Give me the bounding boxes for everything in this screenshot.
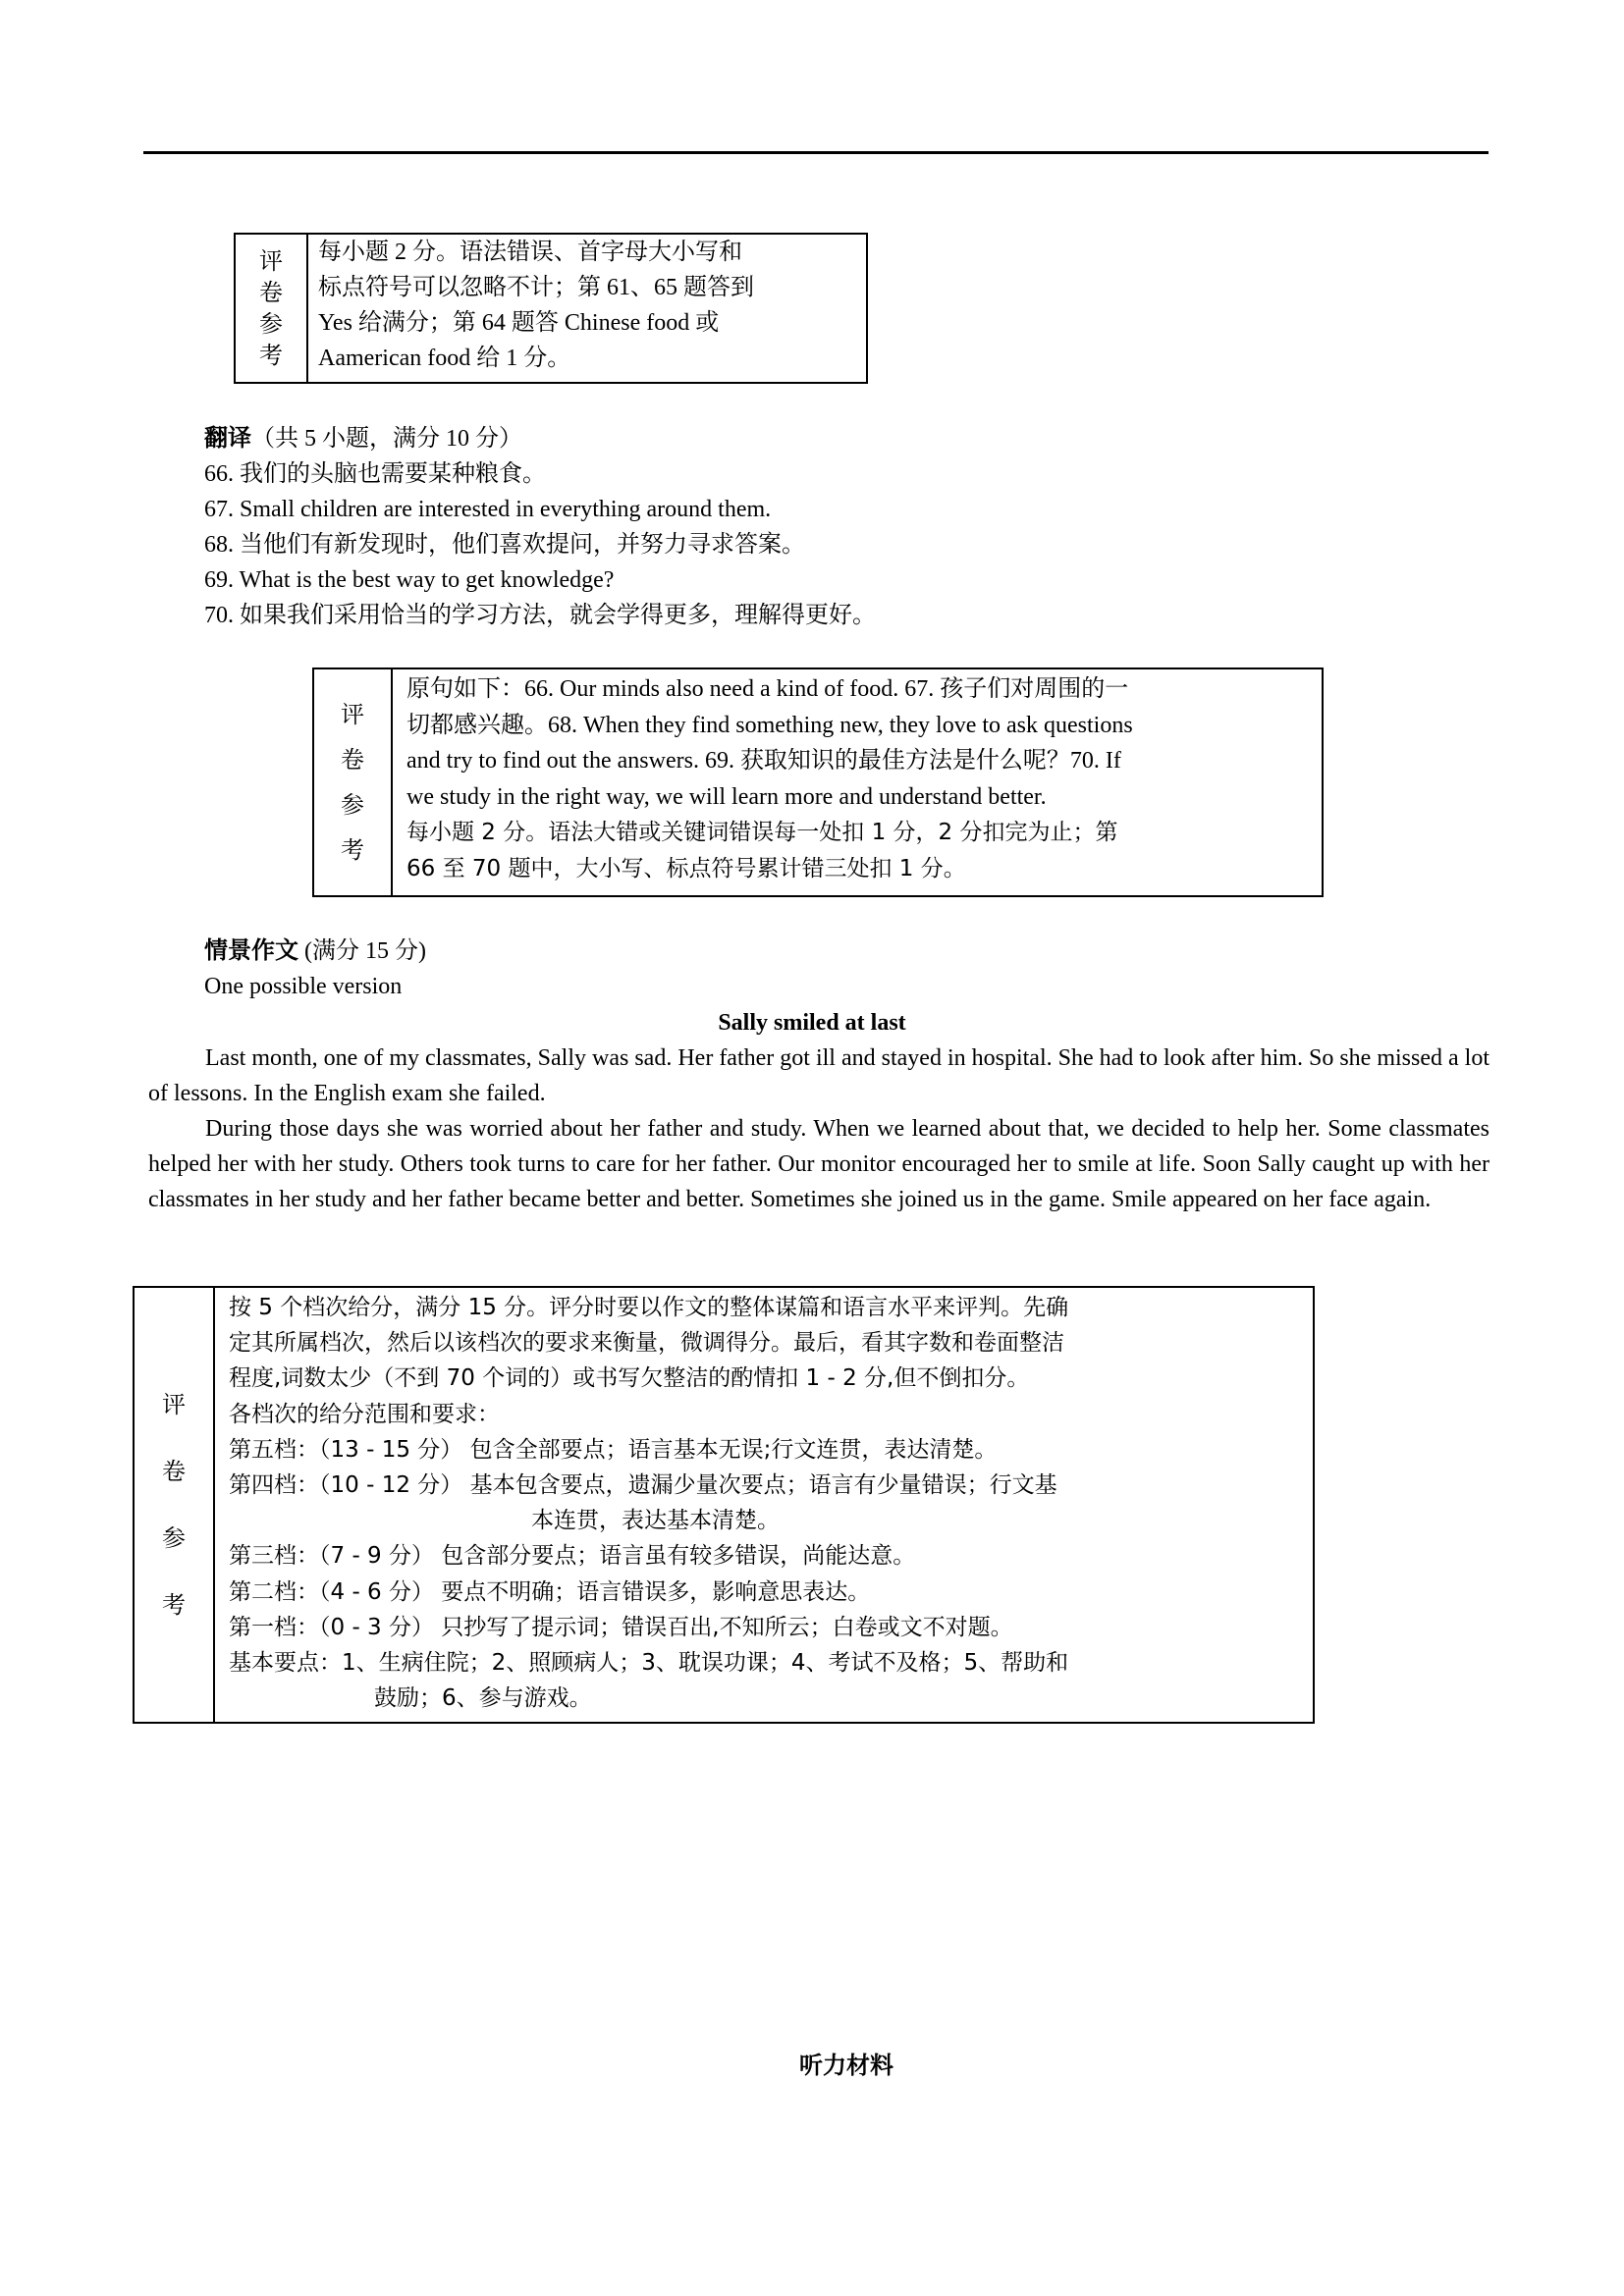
header-rule [143, 151, 1489, 154]
grading-line: 66 至 70 题中，大小写、标点符号累计错三处扣 1 分。 [406, 855, 966, 881]
composition-heading-title: 情景作文 [204, 936, 298, 964]
composition-header [204, 933, 1382, 1004]
grading-box-1 [234, 233, 868, 384]
label-char: 卷 [259, 279, 283, 306]
grading-content-3 [215, 1288, 1082, 1722]
label-char: 考 [162, 1591, 186, 1619]
grading-line: 第一档：（0 - 3 分） 只抄写了提示词；错误百出,不知所云；白卷或文不对题。 [229, 1614, 1013, 1640]
grading-line: 第二档：（4 - 6 分） 要点不明确；语言错误多，影响意思表达。 [229, 1578, 871, 1605]
grading-line: 基本要点：1、生病住院；2、照顾病人；3、耽误功课；4、考试不及格；5、帮助和 [229, 1650, 1069, 1677]
grading-line: 按 5 个档次给分，满分 15 分。评分时要以作文的整体谋篇和语言水平来评判。先确 [229, 1295, 1069, 1320]
grading-line: 各档次的给分范围和要求： [229, 1401, 500, 1427]
label-char: 参 [259, 310, 283, 338]
version-label: One possible version [204, 974, 403, 999]
grading-line: Aamerican food 给 1 分。 [318, 346, 571, 371]
grading-line: 第五档：（13 - 15 分） 包含全部要点；语言基本无误;行文连贯，表达清楚。 [229, 1436, 998, 1463]
grading-content-2 [393, 669, 1147, 895]
grading-line: 切都感兴趣。68. When they find something new, they love to ask questions [406, 712, 1133, 738]
translation-item: 66. 我们的头脑也需要某种粮食。 [204, 461, 546, 487]
composition-title: Sally smiled at last [718, 1010, 906, 1036]
listening-heading: 听力材料 [799, 2052, 893, 2079]
grading-line: 程度,词数太少（不到 70 个词的）或书写欠整洁的酌情扣 1 - 2 分,但不倒扣分。 [229, 1365, 1030, 1392]
grading-line: 定其所属档次，然后以该档次的要求来衡量，微调得分。最后，看其字数和卷面整洁 [229, 1330, 1064, 1357]
label-char: 考 [259, 342, 283, 369]
grading-line: we study in the right way, we will learn more and understand better. [406, 783, 1047, 810]
translation-item: 70. 如果我们采用恰当的学习方法，就会学得更多，理解得更好。 [204, 603, 876, 628]
grading-box-2 [312, 667, 1324, 897]
translation-item: 69. What is the best way to get knowledge? [204, 567, 615, 593]
composition-heading [204, 933, 1382, 969]
grading-content-1 [308, 235, 764, 382]
translation-item: 68. 当他们有新发现时，他们喜欢提问，并努力寻求答案。 [204, 532, 805, 558]
translation-heading-note: （共 5 小题，满分 10 分） [251, 426, 522, 452]
label-char: 卷 [341, 746, 364, 774]
composition-paragraph: Last month, one of my classmates, Sally was sad. Her father got ill and stayed in hospital. She had to look after him. So she missed a lot of lessons. In the English exam she failed. [148, 1045, 1489, 1106]
grading-line: Yes 给满分；第 64 题答 Chinese food 或 [318, 310, 720, 336]
grading-box-3 [133, 1286, 1315, 1724]
translation-item: 67. Small children are interested in everything around them. [204, 497, 772, 522]
grading-line: 本连贯，表达基本清楚。 [531, 1508, 780, 1534]
grading-line: and try to find out the answers. 69. 获取知识的最佳方法是什么呢？70. If [406, 748, 1121, 774]
label-char: 考 [341, 836, 364, 864]
composition-heading-note: (满分 15 分) [298, 938, 426, 964]
composition-body [148, 1041, 1489, 1217]
label-char: 评 [341, 701, 364, 728]
translation-heading-title: 翻译 [204, 424, 251, 452]
grading-line: 第三档：（7 - 9 分） 包含部分要点；语言虽有较多错误，尚能达意。 [229, 1543, 916, 1570]
grading-line: 第四档：（10 - 12 分） 基本包含要点，遗漏少量次要点；语言有少量错误；行文基 [229, 1472, 1057, 1499]
grading-line: 标点符号可以忽略不计；第 61、65 题答到 [318, 275, 754, 300]
grading-label-3 [135, 1288, 215, 1722]
label-char: 参 [341, 791, 364, 819]
translation-heading [204, 420, 1382, 456]
grading-line: 每小题 2 分。语法错误、首字母大小写和 [318, 240, 742, 265]
grading-line: 原句如下：66. Our minds also need a kind of food. 67. 孩子们对周围的一 [406, 676, 1129, 702]
grading-label-2 [314, 669, 393, 895]
composition-paragraph: During those days she was worried about her father and study. When we learned about that, we decided to help her. Some classmates helped her with her study. Others took turns to care for her father. Our monitor encouraged her to smile at life. Soon Sally caught up with her classmates in her study and her father became better and better. Sometimes she joined us in the game. Smile appeared on her face again. [148, 1116, 1489, 1212]
translation-section [204, 420, 1382, 633]
label-char: 卷 [162, 1458, 186, 1485]
grading-label-1 [236, 235, 308, 382]
label-char: 评 [162, 1391, 186, 1418]
label-char: 参 [162, 1524, 186, 1552]
label-char: 评 [259, 247, 283, 275]
grading-line: 鼓励；6、参与游戏。 [374, 1685, 592, 1712]
grading-line: 每小题 2 分。语法大错或关键词错误每一处扣 1 分，2 分扣完为止；第 [406, 820, 1118, 845]
